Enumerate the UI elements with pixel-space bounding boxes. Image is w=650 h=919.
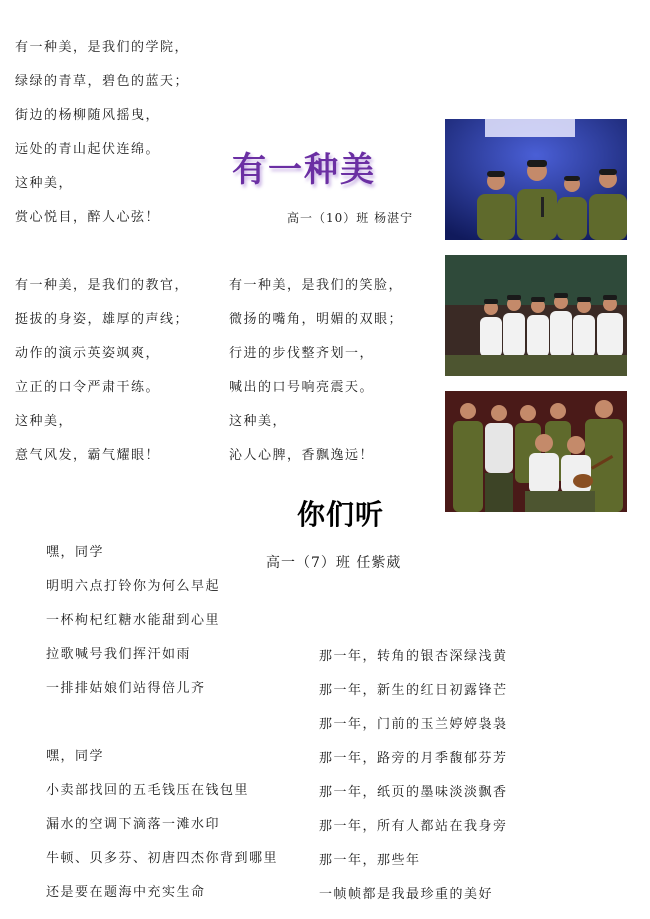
poem-line: 意气风发，霸气耀眼！ [15, 448, 161, 463]
poem-line: 那一年，纸页的墨味淡淡飘香 [319, 785, 508, 800]
poem-line: 街边的杨柳随风摇曳， [15, 108, 161, 123]
poem-line: 挺拔的身姿，雄厚的声线； [15, 312, 190, 327]
poem2-title: 你们听 [297, 498, 385, 531]
poem1-title: 有一种美 [232, 150, 376, 190]
poem-line: 沁人心脾，香飘逸远！ [229, 448, 375, 463]
choir-photo [445, 255, 627, 376]
poem-line: 拉歌喊号我们挥汗如雨 [46, 647, 192, 662]
poem-line: 明明六点打铃你为何么早起 [46, 579, 221, 594]
poem-line: 有一种美，是我们的笑脸， [229, 278, 404, 293]
poem-line: 小卖部找回的五毛钱压在钱包里 [46, 783, 250, 798]
poem-line: 赏心悦目，醉人心弦！ [15, 210, 161, 225]
stage-performance-photo [445, 119, 627, 240]
poem-line: 一杯枸杞红糖水能甜到心里 [46, 613, 221, 628]
poem-line: 远处的青山起伏连绵。 [15, 142, 161, 157]
poem-line: 动作的演示英姿飒爽， [15, 346, 161, 361]
poem-line: 微扬的嘴角，明媚的双眼； [229, 312, 404, 327]
poem-line: 那一年，门前的玉兰婷婷袅袅 [319, 717, 508, 732]
poem-line: 那一年，路旁的月季馥郁芬芳 [319, 751, 508, 766]
poem-line: 这种美， [229, 414, 288, 429]
poem2-author: 高一（7）班 任紫葳 [266, 555, 402, 571]
poem-line: 嘿，同学 [46, 749, 105, 764]
poem-line: 牛顿、贝多芬、初唐四杰你背到哪里 [46, 851, 279, 866]
poem-line: 那一年，所有人都站在我身旁 [319, 819, 508, 834]
poem-line: 喊出的口号响亮震天。 [229, 380, 375, 395]
poem-line: 嘿，同学 [46, 545, 105, 560]
poem-line: 这种美， [15, 176, 74, 191]
poem-line: 绿绿的青草，碧色的蓝天； [15, 74, 190, 89]
poem1-author: 高一（10）班 杨湛宁 [287, 211, 414, 225]
poem-line: 这种美， [15, 414, 74, 429]
guitar-performance-photo [445, 391, 627, 512]
poem-line: 一排排姑娘们站得倍儿齐 [46, 681, 206, 696]
poem-line: 有一种美，是我们的学院， [15, 40, 190, 55]
poem-line: 行进的步伐整齐划一， [229, 346, 375, 361]
poem-line: 那一年，转角的银杏深绿浅黄 [319, 649, 508, 664]
poem-line: 一帧帧都是我最珍重的美好 [319, 887, 494, 902]
poem-line: 那一年，新生的红日初露锋芒 [319, 683, 508, 698]
poem-line: 还是要在题海中充实生命 [46, 885, 206, 900]
poem-line: 漏水的空调下滴落一滩水印 [46, 817, 221, 832]
poem-line: 立正的口令严肃干练。 [15, 380, 161, 395]
poem-line: 那一年，那些年 [319, 853, 421, 868]
poem-line: 有一种美，是我们的教官， [15, 278, 190, 293]
